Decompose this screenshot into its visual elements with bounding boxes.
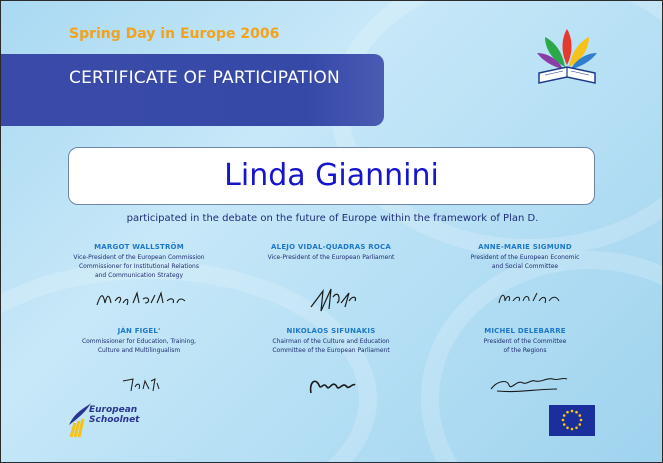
schoolnet-logo-text: Schoolnet	[89, 415, 140, 425]
european-schoolnet-logo	[65, 399, 155, 439]
signatory-role: President of the European Economic and Social Committee	[470, 254, 580, 270]
signatory-block	[39, 327, 239, 355]
signatory-name: NIKOLAOS SIFUNAKIS	[286, 327, 376, 335]
event-title: Spring Day in Europe 2006	[69, 26, 280, 42]
signatory-name: MICHEL DELEBARRE	[484, 327, 566, 335]
background-swirl	[421, 251, 663, 463]
signatory-block	[39, 243, 239, 280]
signatory-role: Chairman of the Culture and Education Committee of the European Parliament	[272, 338, 390, 354]
signature-image	[305, 373, 361, 399]
participation-statement: participated in the debate on the future of Europe within the framework of Plan D.	[126, 213, 539, 224]
signatory-block	[231, 243, 431, 262]
participant-name-box	[68, 147, 595, 205]
signatory-block	[425, 243, 625, 271]
signature-image	[495, 287, 565, 309]
eu-flag-icon	[549, 405, 595, 436]
certificate-title-banner	[1, 54, 384, 126]
participant-name: Linda Giannini	[224, 158, 439, 193]
signatory-role: President of the Committee of the Regions	[483, 338, 567, 354]
signatory-name: ALEJO VIDAL-QUADRAS ROCA	[271, 243, 391, 251]
signatory-name: JÁN FIGEL'	[117, 327, 161, 335]
signatory-role: Commissioner for Education, Training, Culture and Multilingualism	[81, 338, 197, 354]
signatory-name: MARGOT WALLSTRÖM	[94, 243, 184, 251]
signatory-name: ANNE-MARIE SIGMUND	[478, 243, 572, 251]
schoolnet-logo-text: European	[89, 405, 138, 415]
certificate-title: CERTIFICATE OF PARTICIPATION	[69, 68, 340, 88]
signature-image	[305, 283, 361, 315]
signature-image	[93, 287, 189, 311]
signatory-role: Vice-President of the European Parliament	[267, 254, 395, 261]
signatory-block	[425, 327, 625, 355]
signatory-block	[231, 327, 431, 355]
signature-image	[487, 371, 571, 395]
signature-image	[119, 373, 163, 393]
signatory-role: Vice-President of the European Commission Commissioner for Institutional Relations and Communication Strategy	[73, 254, 205, 279]
spring-day-logo-icon	[531, 25, 603, 89]
